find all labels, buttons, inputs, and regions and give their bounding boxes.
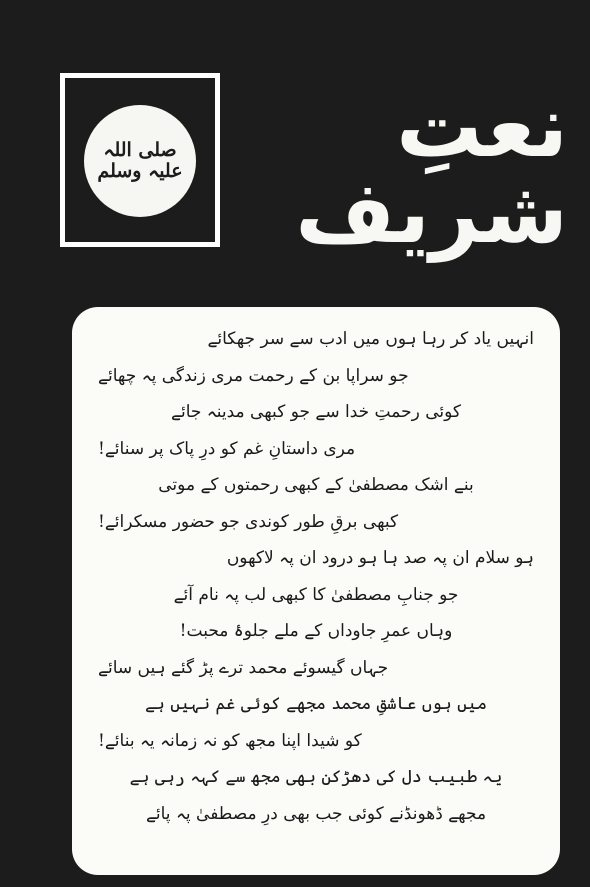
poem-line: وہاں عمرِ جاوداں کے ملے جلوۂ محبت! — [179, 621, 453, 641]
poem-line: کبھی برقِ طور کوندی جو حضور مسکرائے! — [98, 511, 399, 532]
poem-line: کو شیدا اپنا مجھ کو نہ زمانہ یہ بنائے! — [98, 730, 362, 751]
poem-line: مری داستانِ غم کو درِ پاک پر سنائے! — [98, 438, 356, 459]
poem-line: میں ہوں عاشقِ محمد مجھے کوئی غم نہیں ہے — [144, 694, 488, 714]
poem-line: مجھے ڈھونڈنے کوئی جب بھی درِ مصطفیٰ پہ پائے — [145, 803, 487, 824]
poem-line: ہو سلام ان پہ صد ہا ہو درود ان پہ لاکھوں — [226, 548, 534, 568]
poem-line: جو جنابِ مصطفیٰ کا کبھی لب پہ نام آئے — [173, 584, 459, 605]
poem-line: انہیں یاد کر رہا ہوں میں ادب سے سر جھکائے — [207, 329, 534, 349]
poem-line: بنے اشک مصطفیٰ کے کبھی رحمتوں کے موتی — [158, 475, 474, 495]
poem-line: کوئی رحمتِ خدا سے جو کبھی مدینہ جائے — [171, 402, 461, 422]
title-block — [270, 60, 568, 280]
emblem-calligraphy: صلی اللہ علیہ وسلم — [97, 139, 183, 182]
emblem-circle — [84, 105, 196, 217]
emblem-frame — [60, 73, 220, 247]
page-title: نعتِ شریف — [295, 77, 568, 263]
poem-line: جو سراپا بن کے رحمت مری زندگی پہ چھائے — [98, 365, 409, 386]
poem-card — [72, 307, 560, 875]
poem-line: یہ طبیب دل کی دھڑکن بھی مجھ سے کہہ رہی ہے — [129, 767, 503, 787]
poem-line: جہاں گیسوئے محمد ترے پڑ گئے ہیں سائے — [98, 657, 389, 678]
